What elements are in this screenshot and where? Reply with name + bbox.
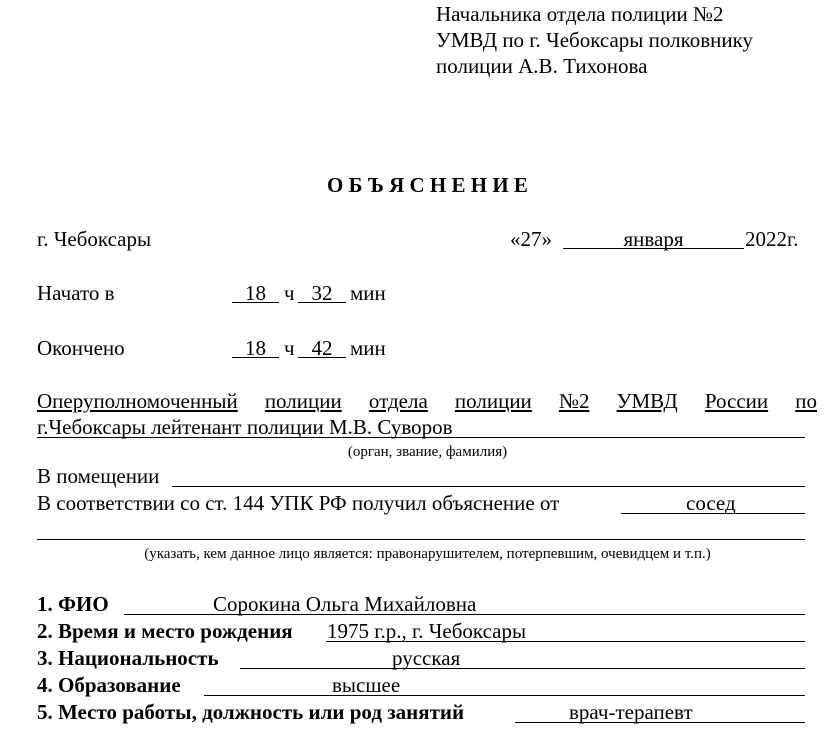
field-value-nationality: русская: [392, 646, 461, 670]
field-label-fio: 1. ФИО: [37, 592, 109, 616]
field-label-birth: 2. Время и место рождения: [37, 619, 293, 643]
addressee-line-1: Начальника отдела полиции №2: [436, 2, 724, 26]
start-label: Начато в: [37, 281, 115, 305]
officer-word: УМВД: [616, 389, 678, 413]
officer-word: по: [795, 389, 817, 413]
officer-line-1: [37, 389, 817, 413]
end-hours-unit: ч: [284, 336, 295, 360]
received-text: В соответствии со ст. 144 УПК РФ получил объяснение от: [37, 491, 560, 515]
start-hours-unit: ч: [284, 281, 295, 305]
field-value-occupation: врач-терапевт: [569, 700, 693, 724]
place: г. Чебоксары: [37, 227, 152, 251]
date-month: января: [623, 227, 684, 251]
officer-word: полиции: [454, 389, 532, 413]
document-title: О Б Ъ Я С Н Е Н И Е: [327, 173, 528, 197]
start-minutes: 32: [311, 281, 333, 305]
date-day: «27»: [510, 227, 552, 251]
date-year: 2022г.: [745, 227, 799, 251]
field-label-education: 4. Образование: [37, 673, 181, 697]
received-value: сосед: [686, 491, 736, 515]
room-label: В помещении: [37, 464, 160, 488]
role-caption: (указать, кем данное лицо является: правонарушителем, потерпевшим, очевидцем и т.п.): [144, 546, 711, 562]
officer-word: России: [704, 389, 769, 413]
officer-word: №2: [558, 389, 590, 413]
end-minutes-unit: мин: [350, 336, 386, 360]
addressee-line-3: полиции А.В. Тихонова: [436, 54, 648, 78]
field-value-birth: 1975 г.р., г. Чебоксары: [327, 619, 527, 643]
field-value-fio: Сорокина Ольга Михайловна: [213, 592, 477, 616]
officer-caption: (орган, звание, фамилия): [347, 444, 508, 460]
start-hours: 18: [245, 281, 266, 305]
officer-word: полиции: [264, 389, 342, 413]
officer-word: Оперуполномоченный: [37, 389, 238, 413]
field-label-nationality: 3. Национальность: [37, 646, 219, 670]
field-value-education: высшее: [332, 673, 401, 697]
end-label: Окончено: [37, 336, 125, 360]
officer-word: отдела: [368, 389, 428, 413]
addressee-line-2: УМВД по г. Чебоксары полковнику: [436, 28, 754, 52]
end-minutes: 42: [311, 336, 333, 360]
field-label-occupation: 5. Место работы, должность или род занятий: [37, 700, 465, 724]
end-hours: 18: [245, 336, 266, 360]
officer-line-2: г.Чебоксары лейтенант полиции М.В. Суворов: [37, 415, 453, 439]
start-minutes-unit: мин: [350, 281, 386, 305]
